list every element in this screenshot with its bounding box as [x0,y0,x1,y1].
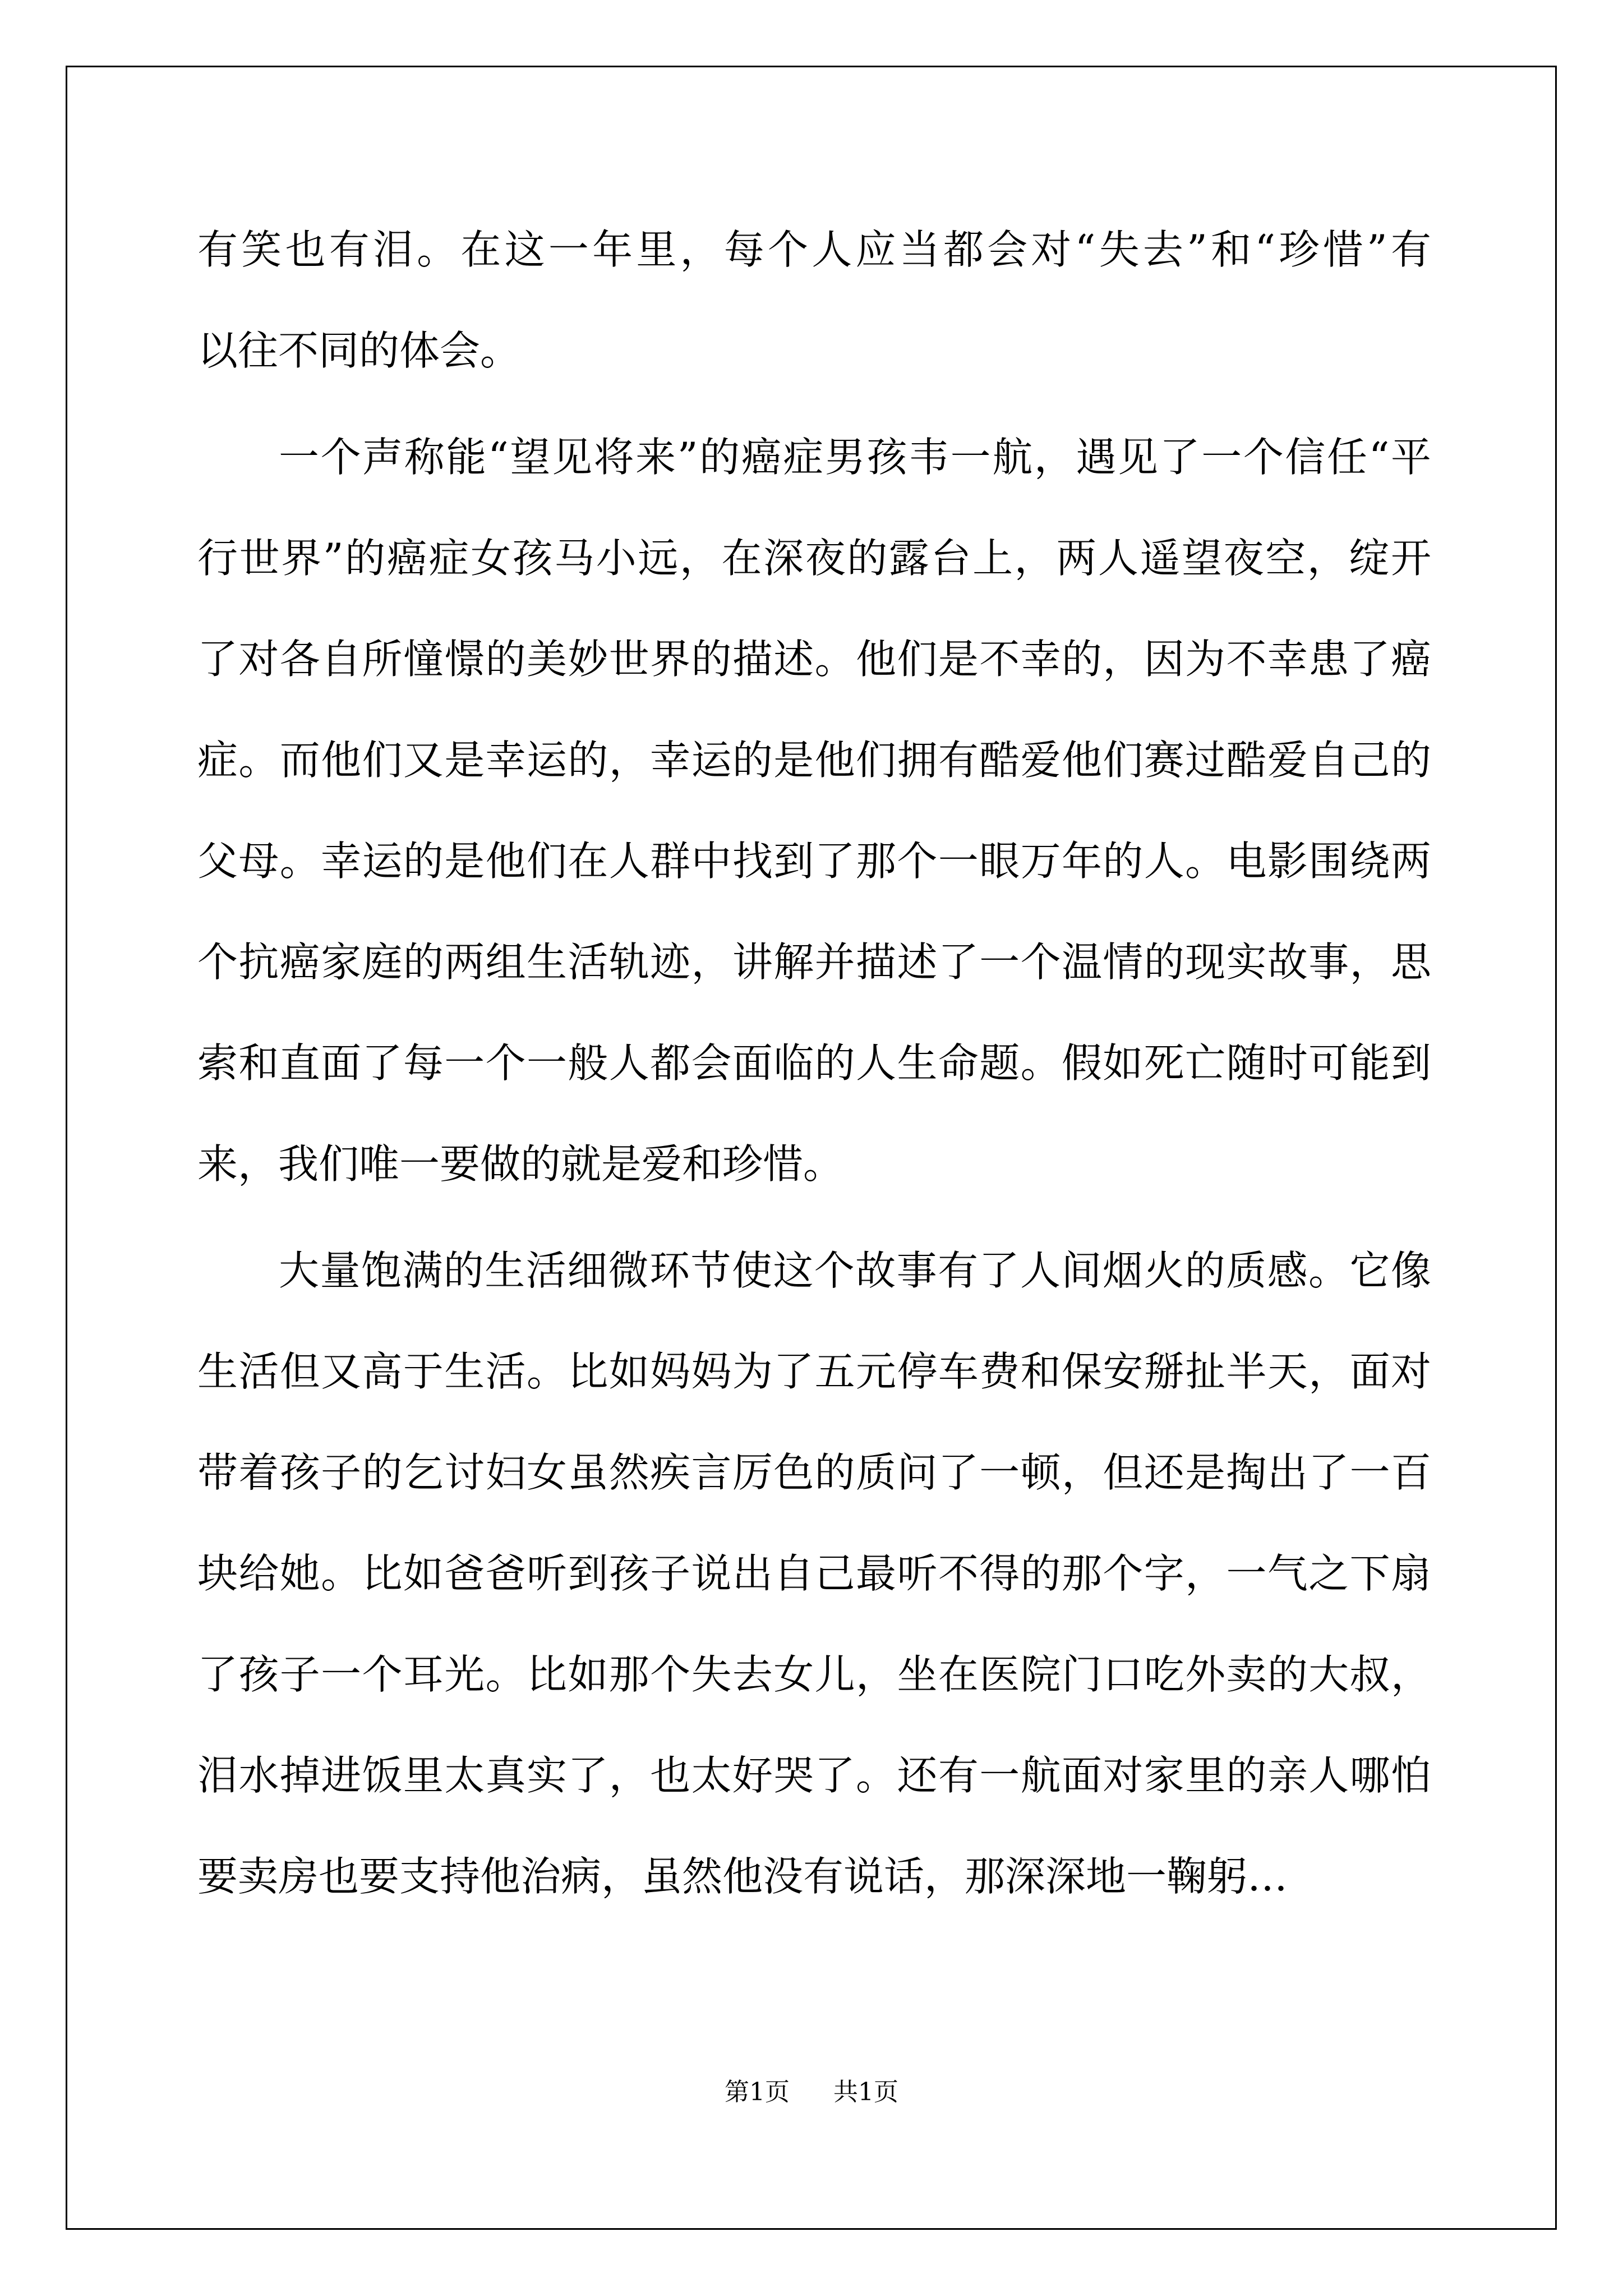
page-number: 第1页 [725,2078,790,2106]
text-line: 块给她。比如爸爸听到孩子说出自己最听不得的那个字，一气之下扇 [197,1550,1431,1597]
text-line: 一个声称能“望见将来”的癌症男孩韦一航，遇见了一个信任“平 [279,434,1431,481]
text-line: 索和直面了每一个一般人都会面临的人生命题。假如死亡随时可能到 [197,1039,1431,1087]
page-footer [0,2076,1623,2109]
text-line: 父母。幸运的是他们在人群中找到了那个一眼万年的人。电影围绕两 [197,838,1431,885]
text-line: 以往不同的体会。 [197,327,521,374]
text-line: 来，我们唯一要做的就是爱和珍惜。 [197,1140,844,1188]
text-line: 行世界”的癌症女孩马小远，在深夜的露台上，两人遥望夜空，绽开 [197,535,1431,582]
text-line: 大量饱满的生活细微环节使这个故事有了人间烟火的质感。它像 [279,1247,1431,1294]
text-line: 生活但又高于生活。比如妈妈为了五元停车费和保安掰扯半天，面对 [197,1348,1431,1395]
text-line: 有笑也有泪。在这一年里，每个人应当都会对“失去”和“珍惜”有 [197,226,1431,273]
text-line: 带着孩子的乞讨妇女虽然疾言厉色的质问了一顿，但还是掏出了一百 [197,1449,1431,1496]
page-total: 共1页 [833,2078,898,2106]
text-line: 要卖房也要支持他治病，虽然他没有说话，那深深地一鞠躬… [197,1853,1288,1900]
text-line: 症。而他们又是幸运的，幸运的是他们拥有酷爱他们赛过酷爱自己的 [197,737,1431,784]
text-line: 个抗癌家庭的两组生活轨迹，讲解并描述了一个温情的现实故事，思 [197,938,1431,986]
text-line: 泪水掉进饭里太真实了，也太好哭了。还有一航面对家里的亲人哪怕 [197,1752,1431,1799]
text-line: 了孩子一个耳光。比如那个失去女儿，坐在医院门口吃外卖的大叔， [197,1651,1431,1698]
text-line: 了对各自所憧憬的美妙世界的描述。他们是不幸的，因为不幸患了癌 [197,636,1431,683]
